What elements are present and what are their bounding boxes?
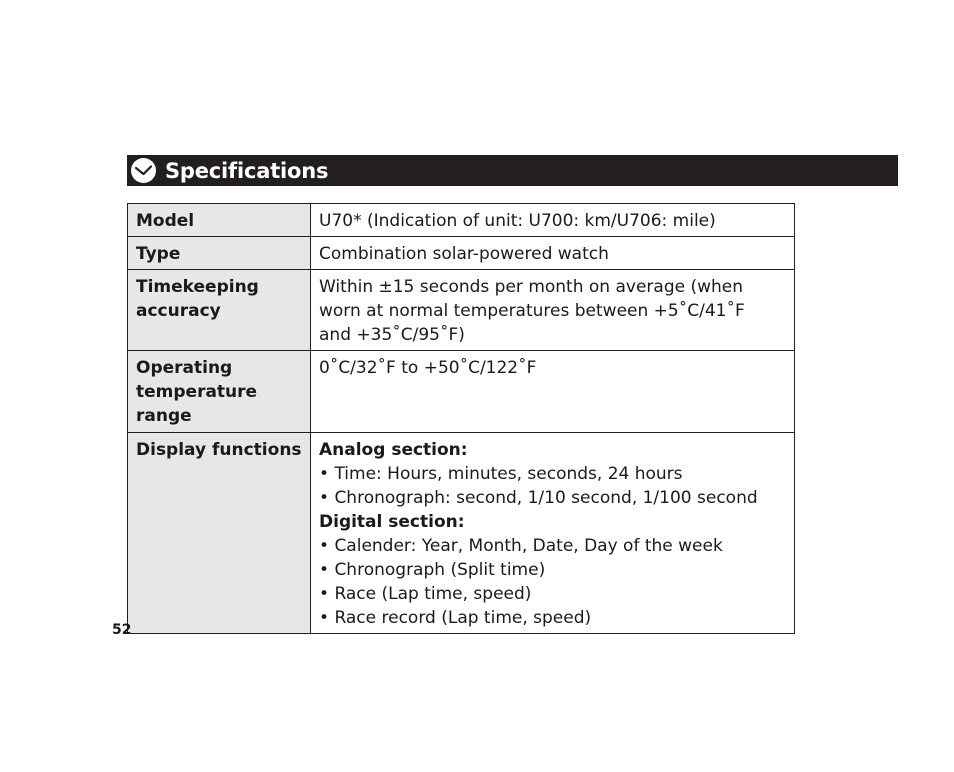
digital-section-heading: Digital section: [319, 512, 465, 532]
spec-label-temperature-text: Operating temperature range [136, 358, 258, 426]
section-title: Specifications [165, 158, 329, 183]
spec-label-display: Display functions [128, 433, 311, 634]
spec-value-type: Combination solar-powered watch [311, 237, 795, 270]
specifications-table [127, 203, 795, 634]
spec-value-display [311, 433, 795, 634]
spec-value-accuracy [311, 270, 795, 351]
spec-value-model: U70* (Indication of unit: U700: km/U706: mile) [311, 204, 795, 237]
clock-icon [130, 157, 157, 184]
table-row [128, 433, 795, 634]
spec-label-temperature [128, 351, 311, 433]
spec-label-type: Type [128, 237, 311, 270]
page-number: 52 [112, 622, 132, 638]
spec-label-accuracy-text: Timekeeping accuracy [136, 277, 259, 321]
spec-value-accuracy-text: Within ±15 seconds per month on average (when worn at normal temperatures between +5˚C/41˚F and +35˚C/95˚F) [319, 277, 745, 345]
list-item: • Calender: Year, Month, Date, Day of the week [319, 534, 786, 558]
list-item: • Time: Hours, minutes, seconds, 24 hours [319, 462, 786, 486]
table-row [128, 270, 795, 351]
spec-value-temperature: 0˚C/32˚F to +50˚C/122˚F [311, 351, 795, 433]
table-row [128, 237, 795, 270]
table-row [128, 351, 795, 433]
list-item: • Race (Lap time, speed) [319, 582, 786, 606]
list-item: • Chronograph: second, 1/10 second, 1/100 second [319, 486, 786, 510]
spec-label-accuracy [128, 270, 311, 351]
analog-section-heading: Analog section: [319, 440, 468, 460]
section-title-bar [127, 155, 898, 186]
list-item: • Race record (Lap time, speed) [319, 606, 786, 630]
table-row [128, 204, 795, 237]
spec-label-model: Model [128, 204, 311, 237]
list-item: • Chronograph (Split time) [319, 558, 786, 582]
